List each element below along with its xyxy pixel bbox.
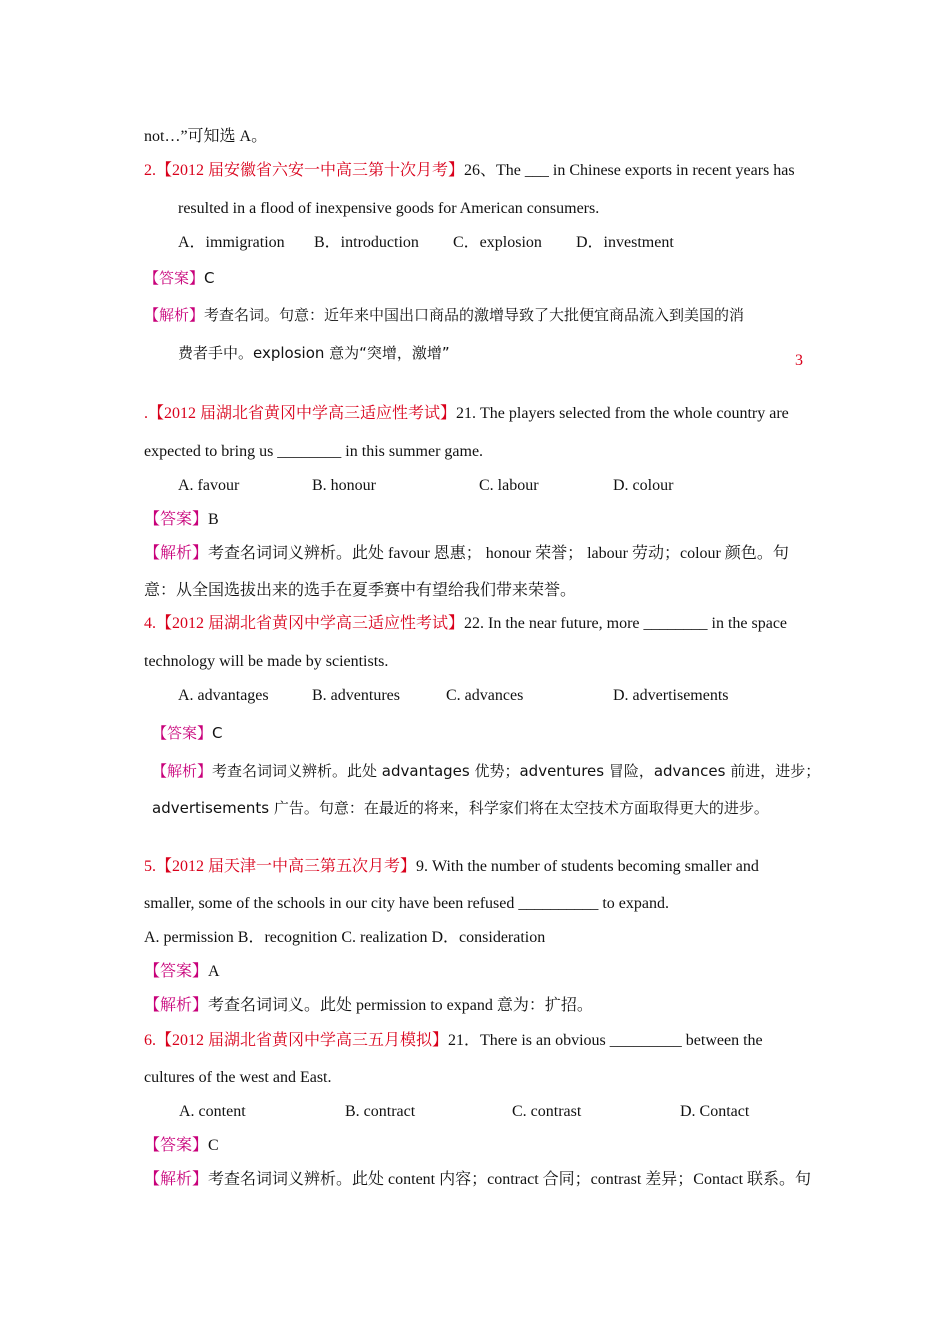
answer-value: C bbox=[212, 724, 223, 742]
option-d: D．investment bbox=[576, 234, 674, 251]
question-text: 21．There is an obvious _________ between the bbox=[448, 1032, 763, 1049]
explanation-text: 考查名词词义辨析。此处 content 内容；contract 合同；contrast 差异；Contact 联系。句 bbox=[208, 1171, 812, 1188]
question-number: 2. bbox=[144, 162, 156, 179]
option-c: C. contrast bbox=[512, 1103, 582, 1120]
explanation-text: 考查名词词义。此处 permission to expand 意为：扩招。 bbox=[208, 997, 593, 1014]
question-source: 【2012 届天津一中高三第五次月考】 bbox=[156, 858, 417, 875]
question-number: 4. bbox=[144, 615, 156, 632]
option-a: A．immigration bbox=[178, 234, 285, 251]
option-d: D. Contact bbox=[680, 1103, 750, 1120]
question-5-stem bbox=[144, 856, 759, 878]
question-5-answer bbox=[144, 961, 220, 983]
option-c: C. advances bbox=[446, 687, 524, 704]
question-source: 【2012 届安徽省六安一中高三第十次月考】 bbox=[156, 162, 465, 179]
explanation-text: 考查名词词义辨析。此处 advantages 优势；adventures 冒险，advances 前进，进步； bbox=[212, 762, 821, 780]
question-2-stem bbox=[144, 160, 795, 182]
question-6-explanation bbox=[144, 1169, 811, 1191]
answer-tag: 【答案】 bbox=[144, 1137, 209, 1154]
question-6-stem-cont: cultures of the west and East. bbox=[144, 1069, 332, 1086]
question-3-explanation-cont: 意：从全国选拔出来的选手在夏季赛中有望给我们带来荣誉。 bbox=[144, 582, 577, 599]
explanation-text: 考查名词。句意：近年来中国出口商品的激增导致了大批便宜商品流入到美国的消 bbox=[204, 306, 745, 324]
question-number: 5. bbox=[144, 858, 156, 875]
answer-value: C bbox=[208, 1137, 219, 1154]
answer-tag: 【答案】 bbox=[152, 724, 213, 742]
option-a: A. advantages bbox=[178, 687, 269, 704]
option-d: D. advertisements bbox=[613, 687, 729, 704]
question-2-explanation-cont: 费者手中。explosion 意为“突增，激增” bbox=[178, 344, 450, 362]
option-b: B. adventures bbox=[312, 687, 400, 704]
question-text: 21. The players selected from the whole country are bbox=[456, 405, 789, 422]
option-d: D. colour bbox=[613, 477, 674, 494]
explanation-tag: 【解析】 bbox=[144, 1171, 209, 1188]
question-6-answer bbox=[144, 1135, 219, 1157]
question-text: 26、The ___ in Chinese exports in recent years has bbox=[464, 162, 795, 179]
explanation-tag: 【解析】 bbox=[144, 997, 209, 1014]
answer-tag: 【答案】 bbox=[144, 511, 209, 528]
question-number: 6. bbox=[144, 1032, 156, 1049]
question-2-stem-cont: resulted in a flood of inexpensive goods for American consumers. bbox=[178, 200, 600, 217]
question-text: 22. In the near future, more ________ in the space bbox=[464, 615, 788, 632]
explanation-text: 考查名词词义辨析。此处 favour 恩惠； honour 荣誉； labour 劳动；colour 颜色。句 bbox=[208, 545, 789, 562]
question-source: .【2012 届湖北省黄冈中学高三适应性考试】 bbox=[144, 405, 457, 422]
question-source: 【2012 届湖北省黄冈中学高三适应性考试】 bbox=[156, 615, 465, 632]
explanation-tag: 【解析】 bbox=[144, 306, 205, 324]
question-4-explanation bbox=[152, 760, 820, 782]
option-a: A. content bbox=[179, 1103, 246, 1120]
question-2-explanation bbox=[144, 304, 744, 326]
question-4-stem bbox=[144, 613, 787, 635]
answer-tag: 【答案】 bbox=[144, 269, 205, 287]
question-3-stem-cont: expected to bring us ________ in this summer game. bbox=[144, 443, 484, 460]
text-line: not…”可知选 A。 bbox=[144, 128, 268, 145]
question-source: 【2012 届湖北省黄冈中学高三五月模拟】 bbox=[156, 1032, 449, 1049]
question-3-answer bbox=[144, 509, 219, 531]
answer-value: A bbox=[208, 963, 220, 980]
answer-value: B bbox=[208, 511, 219, 528]
option-b: B. honour bbox=[312, 477, 376, 494]
question-5-stem-cont: smaller, some of the schools in our city have been refused __________ to expand. bbox=[144, 895, 670, 912]
option-a: A. favour bbox=[178, 477, 240, 494]
question-4-answer bbox=[152, 722, 223, 744]
question-5-options: A. permission B．recognition C. realization D．consideration bbox=[144, 929, 546, 946]
question-text: 9. With the number of students becoming smaller and bbox=[416, 858, 759, 875]
answer-value: C bbox=[204, 269, 215, 287]
question-3-explanation bbox=[144, 543, 789, 565]
answer-tag: 【答案】 bbox=[144, 963, 209, 980]
explanation-tag: 【解析】 bbox=[152, 762, 213, 780]
question-3-stem bbox=[144, 403, 789, 425]
question-4-explanation-cont: advertisements 广告。句意：在最近的将来，科学家们将在太空技术方面取得更大的进步。 bbox=[152, 799, 769, 817]
option-c: C．explosion bbox=[453, 234, 542, 251]
option-c: C. labour bbox=[479, 477, 539, 494]
explanation-tag: 【解析】 bbox=[144, 545, 209, 562]
question-5-explanation bbox=[144, 995, 593, 1017]
question-4-stem-cont: technology will be made by scientists. bbox=[144, 653, 389, 670]
option-b: B．introduction bbox=[314, 234, 419, 251]
question-2-answer bbox=[144, 267, 215, 289]
question-6-stem bbox=[144, 1030, 763, 1052]
page-number: 3 bbox=[795, 352, 803, 369]
option-b: B. contract bbox=[345, 1103, 416, 1120]
